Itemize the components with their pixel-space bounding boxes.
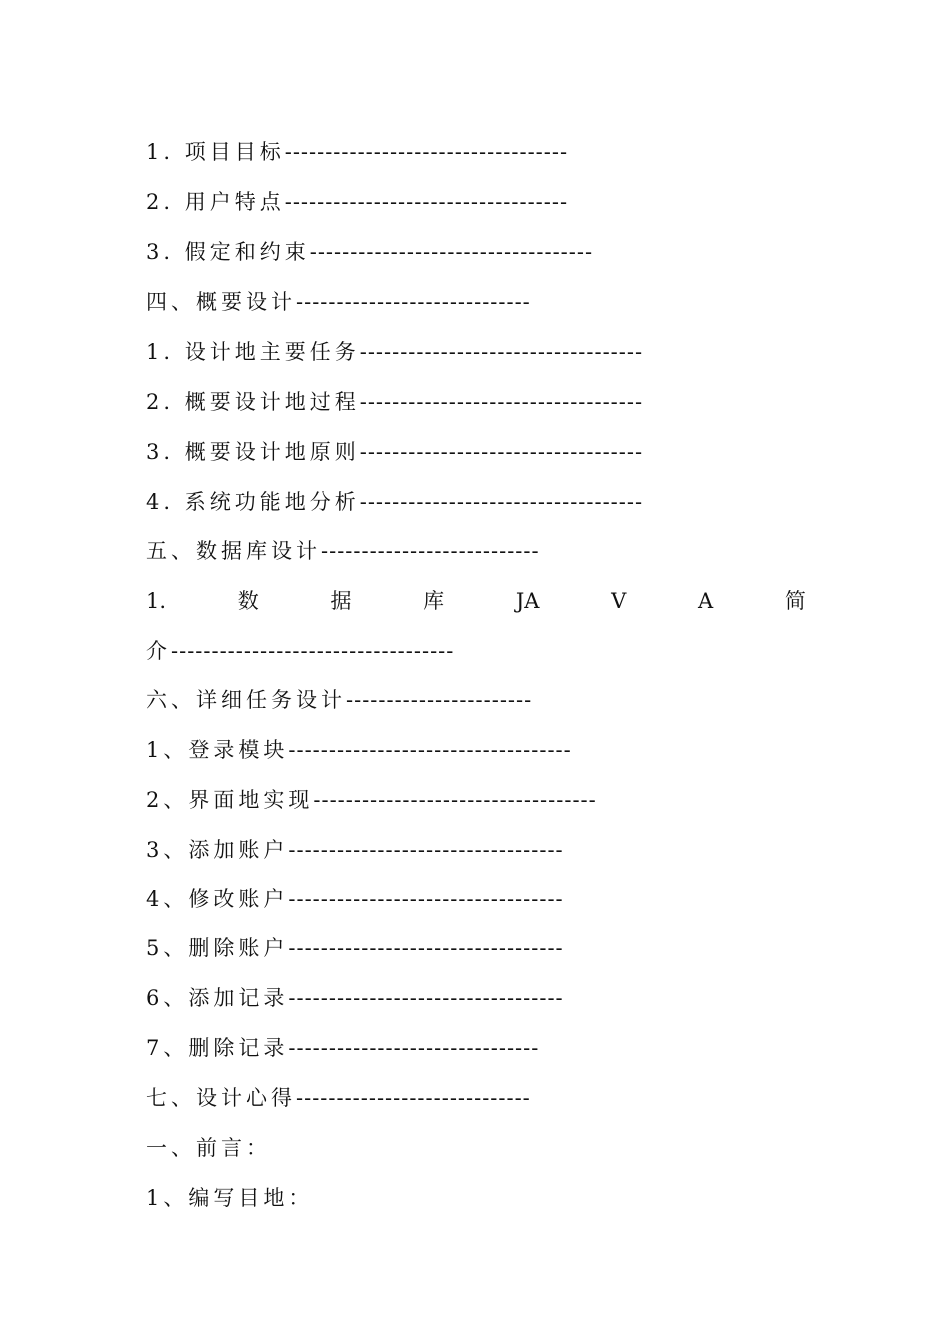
spread-token: 库	[423, 589, 445, 613]
spread-token: 据	[330, 589, 352, 613]
toc-entry: 1. 项目目标-----------------------------------	[146, 140, 569, 164]
toc-entry: 3. 概要设计地原则-----------------------------------	[146, 440, 644, 464]
toc-entry: 6、添加记录----------------------------------	[146, 986, 564, 1010]
toc-section-heading: 五、数据库设计---------------------------	[146, 539, 540, 563]
toc-section-heading: 四、概要设计-----------------------------	[146, 290, 531, 314]
toc-entry-justified	[146, 586, 806, 616]
toc-entry: 1、登录模块-----------------------------------	[146, 738, 572, 762]
toc-entry: 3. 假定和约束-----------------------------------	[146, 240, 594, 264]
toc-entry: 4. 系统功能地分析-----------------------------------	[146, 490, 644, 514]
spread-token: JA	[515, 589, 540, 613]
toc-entry-continuation: 介-----------------------------------	[146, 639, 455, 663]
toc-entry: 2. 概要设计地过程-----------------------------------	[146, 390, 644, 414]
toc-section-heading: 六、详细任务设计-----------------------	[146, 688, 533, 712]
toc-entry: 3、添加账户----------------------------------	[146, 838, 564, 862]
toc-entry: 7、删除记录-------------------------------	[146, 1036, 540, 1060]
toc-section-heading: 七、设计心得-----------------------------	[146, 1086, 531, 1110]
spread-token: V	[611, 589, 627, 613]
toc-entry: 1. 设计地主要任务-----------------------------------	[146, 340, 644, 364]
subsection-heading: 1、编写目地：	[146, 1186, 314, 1210]
toc-entry: 5、删除账户----------------------------------	[146, 936, 564, 960]
toc-entry: 2. 用户特点-----------------------------------	[146, 190, 569, 214]
spread-token: 简	[784, 589, 806, 613]
section-heading: 一、前言：	[146, 1136, 271, 1160]
spread-token: A	[698, 589, 714, 613]
toc-entry: 4、修改账户----------------------------------	[146, 887, 564, 911]
spread-token: 1.	[146, 589, 167, 613]
spread-token: 数	[237, 589, 259, 613]
toc-entry: 2、界面地实现-----------------------------------	[146, 788, 597, 812]
